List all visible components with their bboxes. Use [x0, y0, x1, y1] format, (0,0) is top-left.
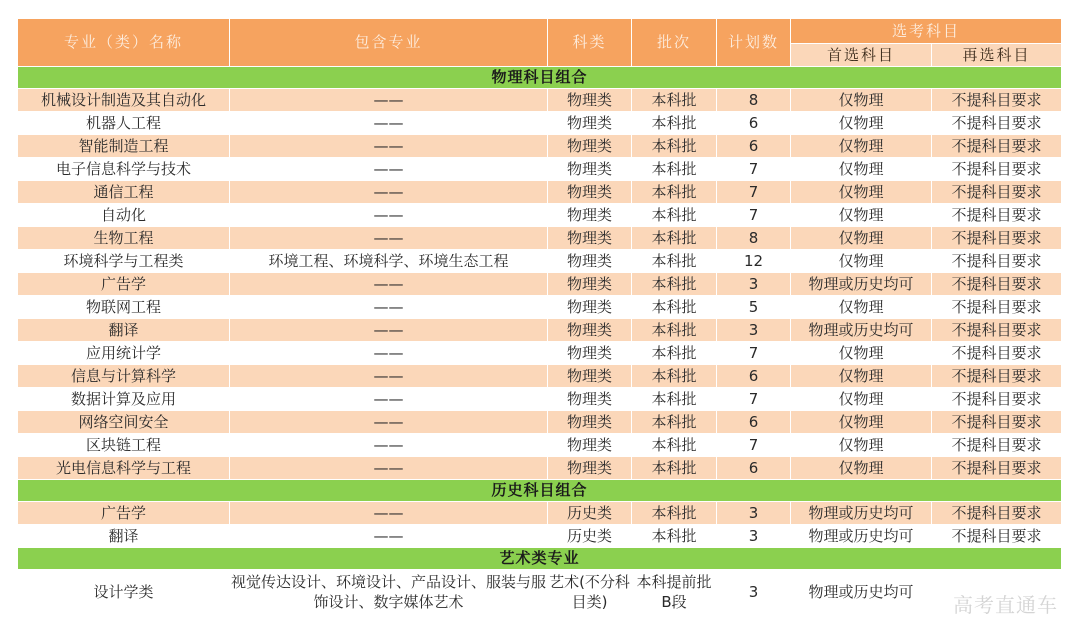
table-row	[18, 525, 1062, 548]
cell-plan: 7	[717, 388, 791, 411]
table-row	[18, 158, 1062, 181]
cell-included: ——	[230, 135, 548, 158]
cell-batch: 本科批	[632, 158, 717, 181]
cell-first: 仅物理	[791, 250, 932, 273]
cell-category: 物理类	[548, 204, 632, 227]
cell-second: 不提科目要求	[932, 135, 1062, 158]
cell-first: 物理或历史均可	[791, 525, 932, 548]
cell-category: 物理类	[548, 411, 632, 434]
cell-second: 不提科目要求	[932, 250, 1062, 273]
cell-first: 物理或历史均可	[791, 319, 932, 342]
cell-category: 物理类	[548, 319, 632, 342]
cell-category: 艺术(不分科目类)	[548, 570, 632, 615]
table-row	[18, 112, 1062, 135]
cell-category: 物理类	[548, 296, 632, 319]
cell-name: 机器人工程	[18, 112, 230, 135]
cell-batch: 本科批	[632, 319, 717, 342]
cell-first: 仅物理	[791, 411, 932, 434]
cell-batch: 本科批	[632, 525, 717, 548]
cell-second: 不提科目要求	[932, 158, 1062, 181]
cell-category: 物理类	[548, 158, 632, 181]
cell-included: ——	[230, 457, 548, 480]
cell-category: 物理类	[548, 89, 632, 112]
cell-included: ——	[230, 502, 548, 525]
table-row	[18, 204, 1062, 227]
cell-plan: 8	[717, 89, 791, 112]
cell-batch: 本科批	[632, 227, 717, 250]
cell-plan: 3	[717, 319, 791, 342]
cell-name: 电子信息科学与技术	[18, 158, 230, 181]
cell-category: 物理类	[548, 227, 632, 250]
cell-name: 翻译	[18, 319, 230, 342]
cell-included: ——	[230, 112, 548, 135]
cell-included: ——	[230, 181, 548, 204]
cell-second: 不提科目要求	[932, 365, 1062, 388]
cell-first: 仅物理	[791, 342, 932, 365]
cell-plan: 3	[717, 525, 791, 548]
cell-plan: 6	[717, 457, 791, 480]
cell-plan: 6	[717, 365, 791, 388]
cell-batch: 本科批	[632, 296, 717, 319]
cell-name: 网络空间安全	[18, 411, 230, 434]
table-row	[18, 457, 1062, 480]
cell-batch: 本科批	[632, 434, 717, 457]
cell-first: 仅物理	[791, 296, 932, 319]
cell-name: 区块链工程	[18, 434, 230, 457]
cell-first: 仅物理	[791, 112, 932, 135]
cell-second: 不提科目要求	[932, 502, 1062, 525]
table-row	[18, 181, 1062, 204]
table-row	[18, 227, 1062, 250]
cell-first: 物理或历史均可	[791, 273, 932, 296]
cell-batch: 本科批	[632, 365, 717, 388]
cell-first: 仅物理	[791, 181, 932, 204]
cell-batch: 本科批	[632, 411, 717, 434]
table-row	[18, 319, 1062, 342]
table-row	[18, 342, 1062, 365]
cell-category: 物理类	[548, 365, 632, 388]
cell-second: 不提科目要求	[932, 525, 1062, 548]
header-plan: 计划数	[717, 19, 791, 67]
cell-second: 不提科目要求	[932, 112, 1062, 135]
cell-plan: 8	[717, 227, 791, 250]
table-row	[18, 411, 1062, 434]
cell-second: 不提科目要求	[932, 434, 1062, 457]
table-row	[18, 365, 1062, 388]
cell-name: 智能制造工程	[18, 135, 230, 158]
cell-name: 光电信息科学与工程	[18, 457, 230, 480]
cell-second: 不提科目要求	[932, 342, 1062, 365]
cell-second: 不提科目要求	[932, 457, 1062, 480]
cell-second: 不提科目要求	[932, 204, 1062, 227]
table-row	[18, 273, 1062, 296]
admission-plan-table	[17, 18, 1062, 615]
cell-first: 仅物理	[791, 434, 932, 457]
header-name: 专业（类）名称	[18, 19, 230, 67]
cell-second: 不提科目要求	[932, 319, 1062, 342]
cell-included: 视觉传达设计、环境设计、产品设计、服装与服饰设计、数字媒体艺术	[230, 570, 548, 615]
cell-first: 物理或历史均可	[791, 502, 932, 525]
cell-category: 物理类	[548, 434, 632, 457]
cell-included: ——	[230, 342, 548, 365]
cell-included: ——	[230, 388, 548, 411]
cell-category: 物理类	[548, 112, 632, 135]
cell-included: ——	[230, 158, 548, 181]
cell-first: 仅物理	[791, 135, 932, 158]
cell-name: 环境科学与工程类	[18, 250, 230, 273]
cell-category: 物理类	[548, 135, 632, 158]
cell-plan: 6	[717, 135, 791, 158]
cell-name: 设计学类	[18, 570, 230, 615]
header-category: 科类	[548, 19, 632, 67]
cell-plan: 3	[717, 502, 791, 525]
cell-plan: 7	[717, 342, 791, 365]
cell-batch: 本科批	[632, 273, 717, 296]
table-row	[18, 570, 1062, 615]
cell-second: 不提科目要求	[932, 89, 1062, 112]
cell-name: 物联网工程	[18, 296, 230, 319]
cell-name: 信息与计算科学	[18, 365, 230, 388]
cell-name: 通信工程	[18, 181, 230, 204]
watermark: 高考直通车	[953, 593, 1058, 617]
cell-plan: 7	[717, 434, 791, 457]
cell-included: ——	[230, 273, 548, 296]
cell-category: 物理类	[548, 273, 632, 296]
cell-included: ——	[230, 365, 548, 388]
table-row	[18, 502, 1062, 525]
cell-category: 历史类	[548, 502, 632, 525]
cell-plan: 5	[717, 296, 791, 319]
cell-batch: 本科批	[632, 250, 717, 273]
cell-batch: 本科批	[632, 112, 717, 135]
cell-plan: 12	[717, 250, 791, 273]
cell-first: 物理或历史均可	[791, 570, 932, 615]
table-row	[18, 89, 1062, 112]
cell-batch: 本科批	[632, 457, 717, 480]
cell-first: 仅物理	[791, 158, 932, 181]
cell-name: 翻译	[18, 525, 230, 548]
cell-first: 仅物理	[791, 365, 932, 388]
cell-included: ——	[230, 411, 548, 434]
cell-included: 环境工程、环境科学、环境生态工程	[230, 250, 548, 273]
header-second-subject: 再选科目	[932, 44, 1062, 67]
table-row	[18, 135, 1062, 158]
cell-category: 历史类	[548, 525, 632, 548]
table-body	[18, 67, 1062, 615]
cell-name: 数据计算及应用	[18, 388, 230, 411]
cell-category: 物理类	[548, 388, 632, 411]
cell-batch: 本科批	[632, 342, 717, 365]
cell-first: 仅物理	[791, 227, 932, 250]
cell-included: ——	[230, 89, 548, 112]
table-header	[18, 19, 1062, 67]
cell-name: 广告学	[18, 273, 230, 296]
table-row	[18, 434, 1062, 457]
cell-second: 不提科目要求	[932, 273, 1062, 296]
cell-category: 物理类	[548, 250, 632, 273]
admission-plan-table-container	[17, 18, 1061, 615]
group-title: 物理科目组合	[18, 67, 1062, 89]
cell-included: ——	[230, 434, 548, 457]
cell-first: 仅物理	[791, 204, 932, 227]
group-header-row	[18, 548, 1062, 570]
cell-first: 仅物理	[791, 388, 932, 411]
cell-plan: 7	[717, 181, 791, 204]
cell-batch: 本科批	[632, 135, 717, 158]
cell-category: 物理类	[548, 181, 632, 204]
cell-second: 不提科目要求	[932, 296, 1062, 319]
group-title: 历史科目组合	[18, 480, 1062, 502]
cell-batch: 本科批	[632, 204, 717, 227]
cell-included: ——	[230, 525, 548, 548]
header-batch: 批次	[632, 19, 717, 67]
group-header-row	[18, 67, 1062, 89]
cell-second: 不提科目要求	[932, 388, 1062, 411]
cell-category: 物理类	[548, 457, 632, 480]
cell-plan: 3	[717, 273, 791, 296]
cell-included: ——	[230, 319, 548, 342]
cell-included: ——	[230, 296, 548, 319]
cell-batch: 本科批	[632, 502, 717, 525]
header-first-subject: 首选科目	[791, 44, 932, 67]
cell-name: 应用统计学	[18, 342, 230, 365]
cell-batch: 本科批	[632, 89, 717, 112]
cell-second: 不提科目要求	[932, 411, 1062, 434]
cell-plan: 6	[717, 411, 791, 434]
cell-name: 自动化	[18, 204, 230, 227]
cell-name: 机械设计制造及其自动化	[18, 89, 230, 112]
cell-name: 生物工程	[18, 227, 230, 250]
group-title: 艺术类专业	[18, 548, 1062, 570]
cell-plan: 3	[717, 570, 791, 615]
cell-name: 广告学	[18, 502, 230, 525]
cell-plan: 7	[717, 158, 791, 181]
table-row	[18, 296, 1062, 319]
header-subjects: 选考科目	[791, 19, 1062, 44]
cell-plan: 6	[717, 112, 791, 135]
cell-included: ——	[230, 204, 548, 227]
cell-plan: 7	[717, 204, 791, 227]
cell-first: 仅物理	[791, 89, 932, 112]
group-header-row	[18, 480, 1062, 502]
cell-included: ——	[230, 227, 548, 250]
cell-second: 不提科目要求	[932, 227, 1062, 250]
header-included: 包含专业	[230, 19, 548, 67]
cell-batch: 本科批	[632, 388, 717, 411]
cell-first: 仅物理	[791, 457, 932, 480]
cell-second: 不提科目要求	[932, 181, 1062, 204]
table-row	[18, 250, 1062, 273]
table-row	[18, 388, 1062, 411]
cell-category: 物理类	[548, 342, 632, 365]
cell-batch: 本科批	[632, 181, 717, 204]
cell-batch: 本科提前批B段	[632, 570, 717, 615]
